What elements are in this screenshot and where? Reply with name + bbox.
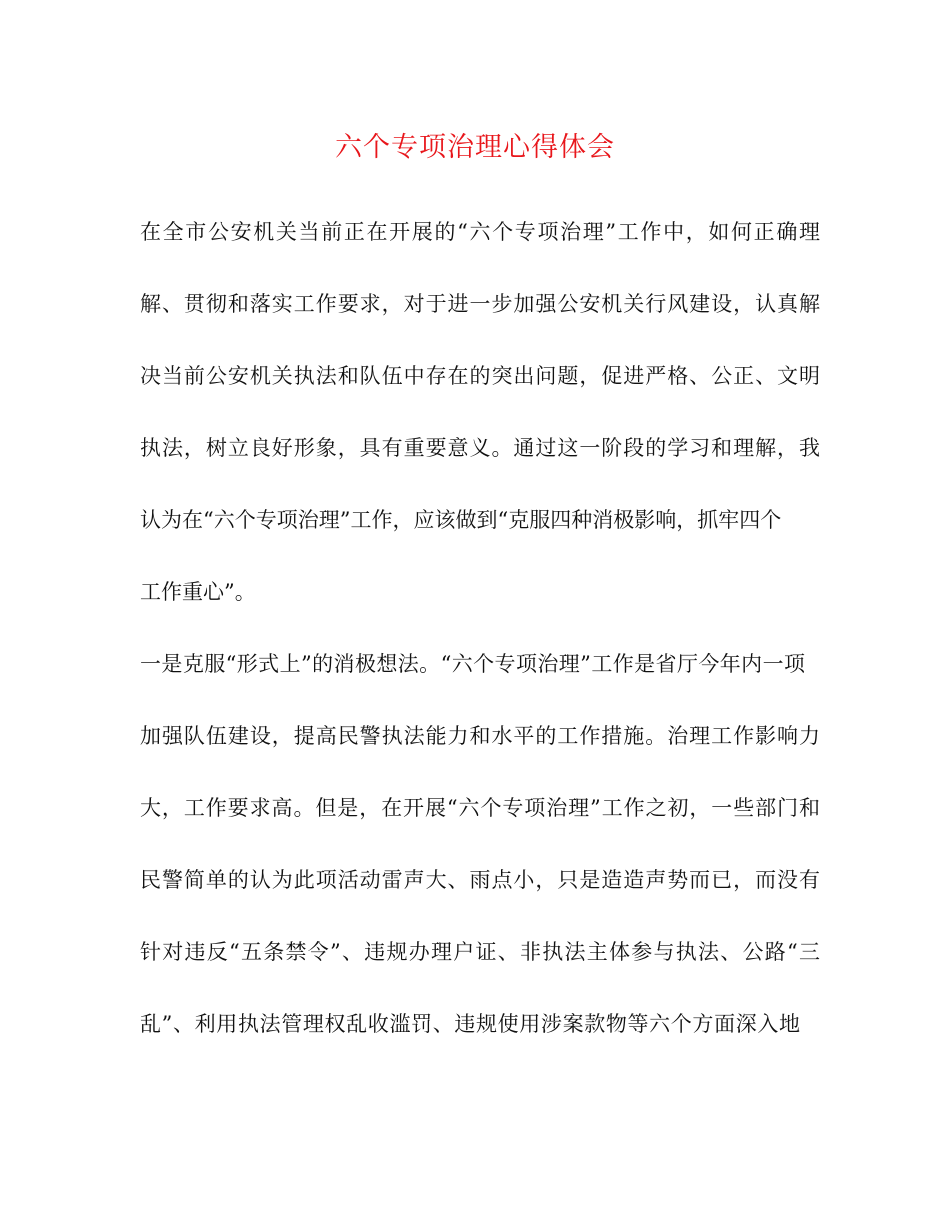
body-line: 解、贯彻和落实工作要求，对于进一步加强公安机关行风建设，认真解 bbox=[140, 292, 820, 316]
body-line: 大，工作要求高。但是，在开展“六个专项治理”工作之初，一些部门和 bbox=[140, 796, 820, 820]
body-line: 民警简单的认为此项活动雷声大、雨点小，只是造造声势而已，而没有 bbox=[140, 868, 820, 892]
body-line: 在全市公安机关当前正在开展的“六个专项治理”工作中，如何正确理 bbox=[140, 220, 820, 244]
body-line: 一是克服“形式上”的消极想法。“六个专项治理”工作是省厅今年内一项 bbox=[140, 652, 805, 676]
body-line: 决当前公安机关执法和队伍中存在的突出问题，促进严格、公正、文明 bbox=[140, 364, 820, 388]
body-line: 乱”、利用执法管理权乱收滥罚、违规使用涉案款物等六个方面深入地 bbox=[140, 1012, 800, 1036]
body-line: 加强队伍建设，提高民警执法能力和水平的工作措施。治理工作影响力 bbox=[140, 724, 820, 748]
body-line: 工作重心”。 bbox=[140, 580, 256, 604]
body-line: 执法，树立良好形象，具有重要意义。通过这一阶段的学习和理解，我 bbox=[140, 436, 820, 460]
document-title: 六个专项治理心得体会 bbox=[335, 132, 615, 163]
body-line: 针对违反“五条禁令”、违规办理户证、非执法主体参与执法、公路“三 bbox=[140, 940, 820, 964]
body-line: 认为在“六个专项治理”工作，应该做到“克服四种消极影响，抓牢四个 bbox=[140, 508, 782, 532]
